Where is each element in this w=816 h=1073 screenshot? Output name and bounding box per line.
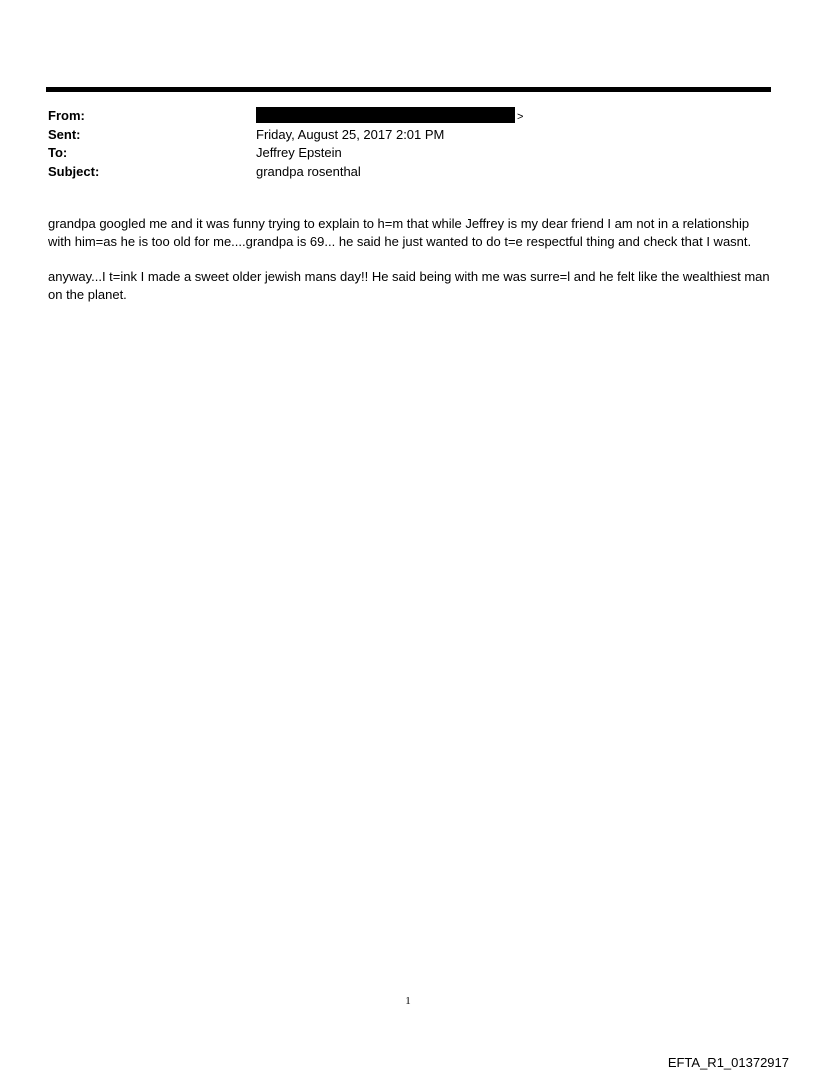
subject-row (48, 163, 768, 182)
from-suffix: > (517, 111, 524, 123)
redaction-block (256, 107, 515, 123)
subject-label: Subject: (48, 163, 100, 179)
email-header (48, 107, 768, 181)
to-value: Jeffrey Epstein (256, 145, 342, 160)
from-label: From: (48, 108, 85, 123)
document-id: EFTA_R1_01372917 (667, 1055, 789, 1070)
sent-value: Friday, August 25, 2017 2:01 PM (256, 126, 445, 142)
header-divider-rule (46, 87, 771, 92)
from-row (48, 107, 768, 126)
sent-label: Sent: (48, 126, 81, 142)
from-value (256, 107, 523, 127)
body-paragraph: anyway...I t=ink I made a sweet older jewish mans day!! He said being with me was surre=l and he felt like the wealthiest man on the planet. (48, 269, 770, 302)
sent-row (48, 126, 768, 145)
subject-value: grandpa rosenthal (256, 163, 361, 179)
body-paragraph: grandpa googled me and it was funny trying to explain to h=m that while Jeffrey is my dear friend I am not in a relationship with him=as he is too old for me....grandpa is 69... he said he just wanted to do t=e respectful thing and check that I wasnt. (48, 216, 752, 249)
to-label: To: (48, 145, 68, 160)
email-body (48, 215, 773, 321)
page-number: 1 (405, 995, 411, 1007)
to-row (48, 144, 768, 163)
